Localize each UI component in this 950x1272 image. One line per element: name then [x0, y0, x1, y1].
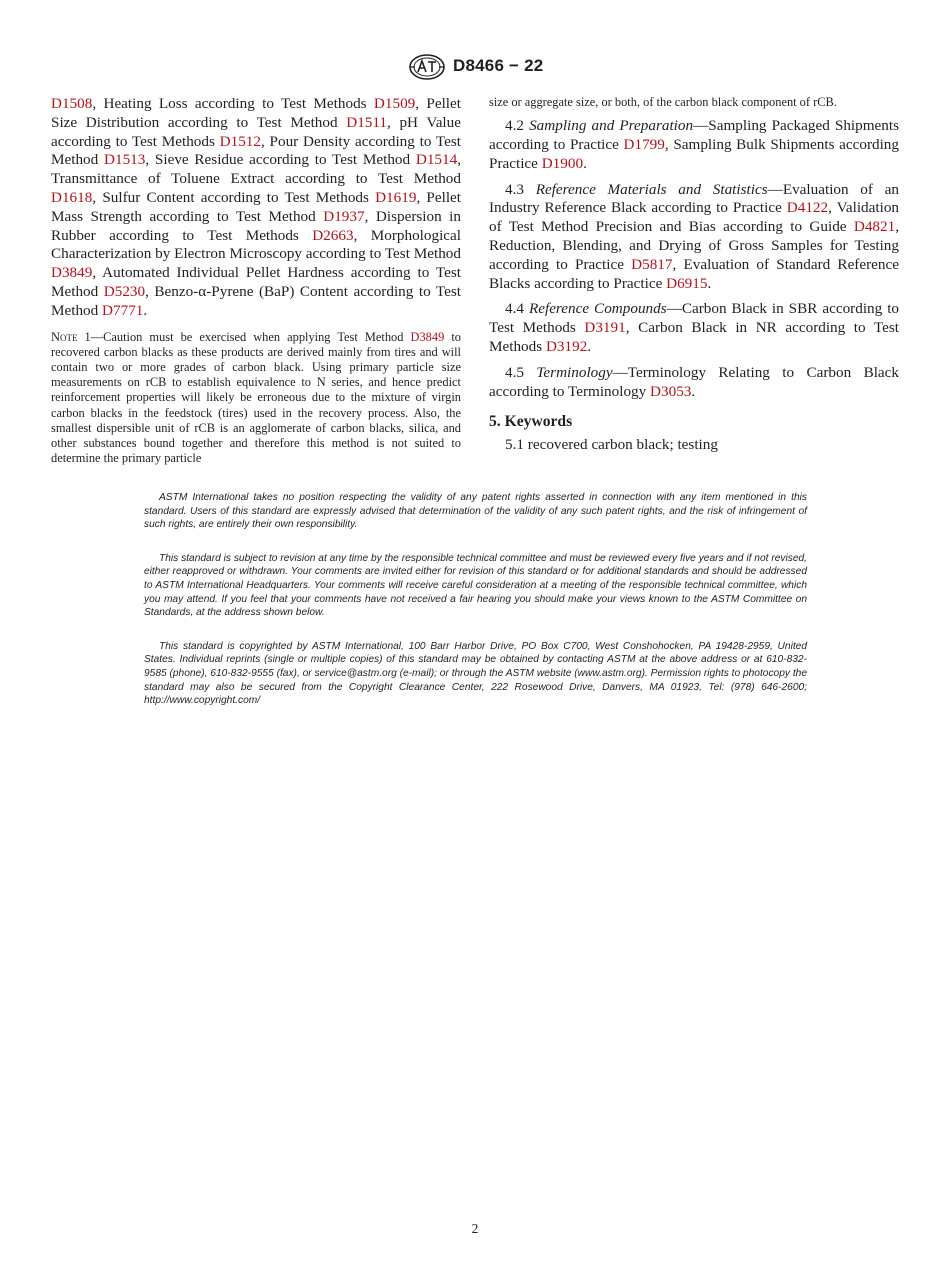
section-title: Terminology [536, 363, 613, 381]
link-d1618[interactable]: D1618 [51, 188, 93, 206]
patent-notice: ASTM International takes no position respecting the validity of any patent rights asserted in connection with any item mentioned in this standard. Users of this standard are expressly advised that determination of the validity of any such patent rights, and the risk of infringement of such rights, are entirely their own responsibility. [144, 492, 807, 531]
section-text: —Carbon Black in SBR according to Test Methods [489, 300, 900, 337]
right-column [489, 95, 899, 455]
list-text: , Dispersion in Rubber according to Test Methods [51, 207, 461, 244]
list-text: , Pour Density according to Test Method [51, 132, 461, 169]
section-text: , Reduction, Blending, and Drying of Gross Samples for Testing according to Practice [489, 218, 899, 273]
list-text: , Benzo-α-Pyrene (BaP) Content according to Test Method [51, 282, 462, 319]
section-text: . [583, 154, 587, 172]
link-d1619[interactable]: D1619 [375, 188, 417, 206]
section-4-2 [489, 117, 899, 173]
section-title: Reference Materials and Statistics [535, 180, 768, 198]
keywords-text: 5.1 recovered carbon black; testing [505, 436, 718, 454]
note-lead: —Caution must be exercised when applying Test Method [90, 329, 411, 344]
section-text: , Sampling Bulk Shipments according Practice [489, 136, 899, 172]
page-header [0, 54, 950, 84]
section-text: , Validation of Test Method Precision and Bias according to Guide [489, 199, 900, 236]
link-d4821[interactable]: D4821 [853, 218, 896, 236]
sections [489, 117, 899, 401]
list-text: , Heating Loss according to Test Methods [92, 95, 374, 112]
section-number: 4.5 [505, 363, 524, 381]
note-text: to recovered carbon blacks as these products are derived mainly from tires and will contain two or more grades of carbon black. Using primary particle size measurements on rCB to establish equivalence to N series, and hence predict reinforcement properties will likely be erroneous due to the mixture of virgin carbon blacks in the feedstock (tires) used in the recovery process. Also, the smallest dispersible unit of rCB is an agglomerate of carbon blacks, silica, and other substances bound together and therefore this method is not suited to determine the primary particle [51, 329, 461, 466]
section-4-3 [489, 181, 899, 294]
link-d1937[interactable]: D1937 [323, 207, 365, 225]
section-title: Reference Compounds [528, 300, 667, 318]
list-text: , Pellet Size Distribution according to Test Method [51, 95, 461, 131]
section-4-4 [489, 300, 899, 356]
list-text: , Transmittance of Toluene Extract according to Test Method [51, 151, 462, 188]
list-text: , Morphological Characterization by Electron Microscopy according to Test Method [51, 226, 461, 263]
link-d1513[interactable]: D1513 [104, 151, 146, 169]
note-label: Note 1 [51, 329, 91, 344]
link-d1514[interactable]: D1514 [415, 151, 458, 169]
link-d3849[interactable]: D3849 [51, 264, 93, 282]
link-d5230[interactable]: D5230 [103, 282, 146, 300]
link-d3849[interactable]: D3849 [410, 329, 445, 344]
link-d3053[interactable]: D3053 [650, 382, 692, 400]
section-text: —Evaluation of an Industry Reference Black according to Practice [489, 180, 899, 217]
note-continuation: size or aggregate size, or both, of the carbon black component of rCB. [489, 95, 837, 109]
link-d1900[interactable]: D1900 [541, 154, 584, 172]
link-d4122[interactable]: D4122 [786, 199, 829, 217]
section-number: 4.4 [505, 300, 524, 318]
link-d5817[interactable]: D5817 [631, 255, 673, 273]
link-d2663[interactable]: D2663 [312, 226, 354, 244]
list-text: . [143, 301, 148, 319]
section-text: . [691, 382, 696, 400]
section-text: , Evaluation of Standard Reference Blacks according to Practice [489, 255, 899, 292]
link-d1509[interactable]: D1509 [373, 95, 416, 112]
legal-notices [144, 491, 807, 728]
link-d3191[interactable]: D3191 [584, 319, 626, 337]
referenced-methods-list [51, 95, 461, 321]
copyright-notice: This standard is copyrighted by ASTM International, 100 Barr Harbor Drive, PO Box C700, West Conshohocken, PA 19428-2959, United States. Individual reprints (single or multiple copies) of this standard may be obtained by contacting ASTM at the above address or at 610-832-9585 (phone), 610-832-9555 (fax), or service@astm.org (e-mail); or through the ASTM website (www.astm.org). Permission rights to photocopy the standard may also be secured from the Copyright Clearance Center, 222 Rosewood Drive, Danvers, MA 01923, Tel: (978) 646-2600; http://www.copyright.com/ [144, 640, 807, 707]
left-column [51, 95, 461, 466]
list-text: , Sieve Residue according to Test Method [145, 151, 416, 169]
section-4-5 [489, 364, 899, 402]
link-d1511[interactable]: D1511 [346, 113, 388, 131]
section-number: 4.3 [505, 180, 524, 198]
link-d1512[interactable]: D1512 [219, 132, 261, 150]
link-d6915[interactable]: D6915 [666, 274, 708, 292]
section-title: Sampling and Preparation [529, 117, 694, 135]
standard-designation: D8466 − 22 [453, 56, 544, 75]
section-text: —Sampling Packaged Shipments according to Practice [489, 117, 900, 153]
section-text: , Carbon Black in NR according to Test Methods [489, 319, 899, 355]
link-d7771[interactable]: D7771 [102, 301, 144, 319]
revision-notice: This standard is subject to revision at any time by the responsible technical committee and must be reviewed every five years and if not revised, either reapproved or withdrawn. Your comments are invited either for revision of this standard or for additional standards and should be addressed to ASTM International Headquarters. Your comments will receive careful consideration at a meeting of the responsible technical committee, which you may attend. If you feel that your comments have not received a fair hearing you should make your views known to the ASTM Committee on Standards, at the address shown below. [144, 552, 807, 619]
section-text: . [707, 274, 712, 292]
list-text: , Pellet Mass Strength according to Test Method [51, 188, 461, 225]
keywords-heading: 5. Keywords [489, 413, 573, 431]
note-1 [51, 330, 461, 467]
section-text: —Terminology Relating to Carbon Black according to Terminology [489, 363, 899, 400]
list-text: , pH Value according to Test Methods [51, 113, 461, 150]
section-text: . [587, 337, 592, 355]
link-d1508[interactable]: D1508 [51, 95, 93, 112]
link-d3192[interactable]: D3192 [545, 337, 588, 355]
page-number: 2 [471, 1221, 479, 1236]
list-text: , Automated Individual Pellet Hardness according to Test Method [51, 264, 461, 300]
link-d1799[interactable]: D1799 [623, 136, 665, 153]
section-number: 4.2 [505, 117, 524, 135]
list-text: , Sulfur Content according to Test Methods [92, 188, 376, 206]
astm-logo-icon [409, 54, 445, 80]
